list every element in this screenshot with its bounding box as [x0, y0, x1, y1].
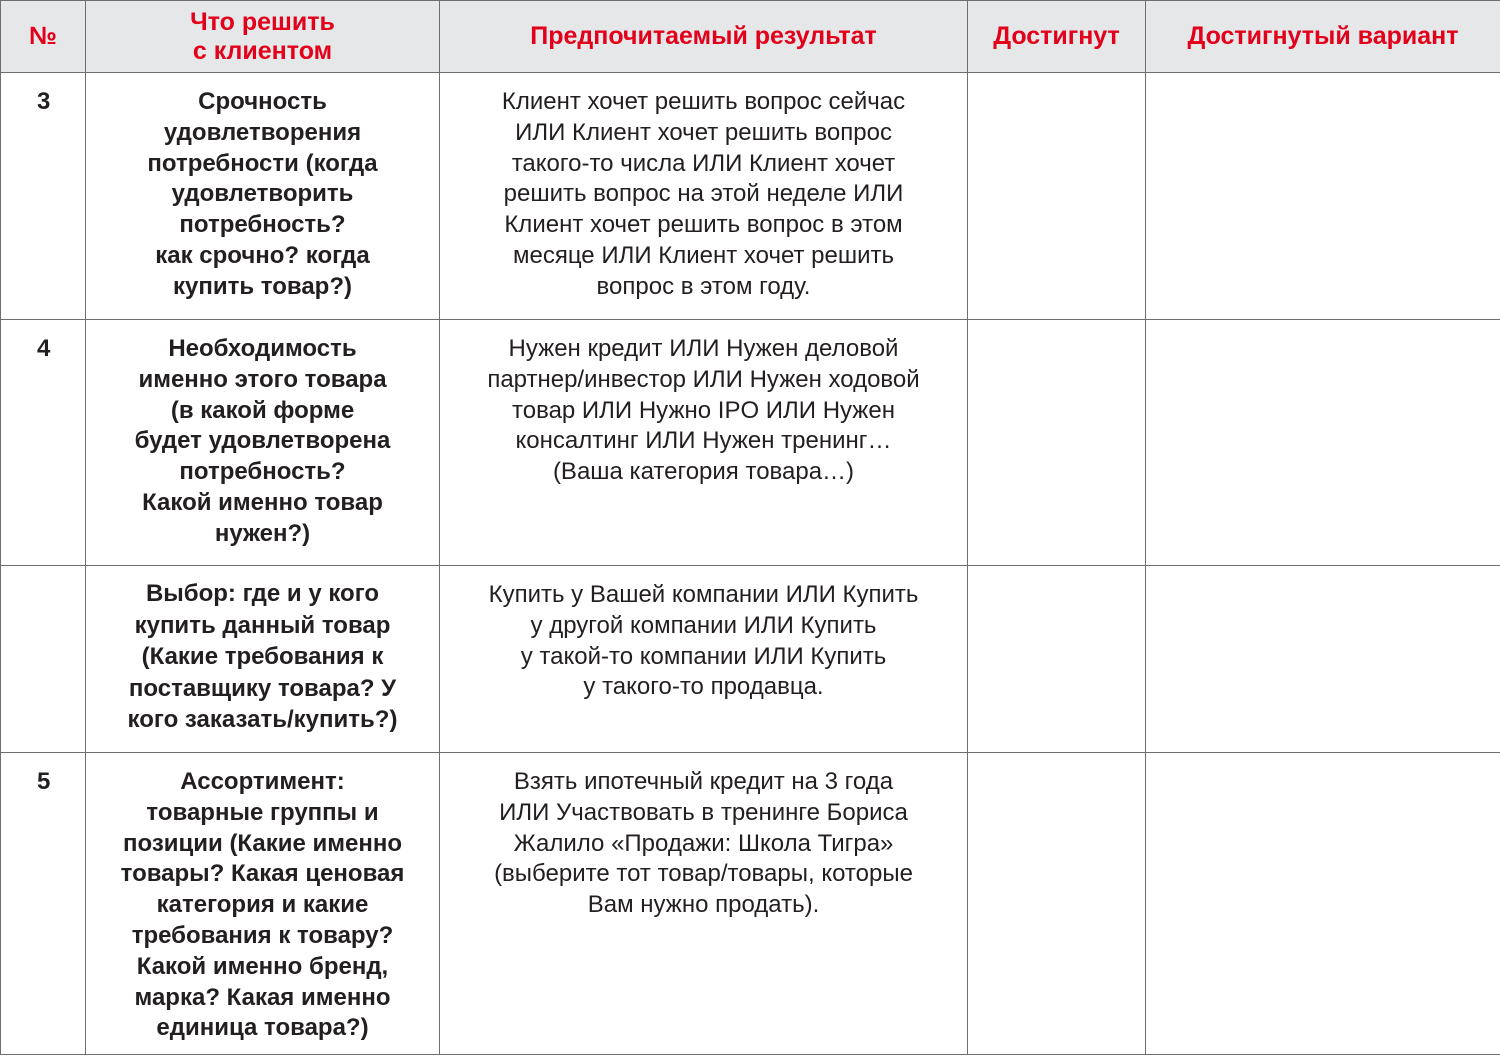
table-row	[1, 753, 1500, 1055]
row-achieved-variant-cell	[1146, 753, 1500, 1055]
row-number: 4	[1, 320, 86, 566]
row-achieved-variant-cell	[1146, 566, 1500, 753]
row-number: 3	[1, 73, 86, 320]
row-achieved-cell	[968, 566, 1146, 753]
row-topic: Ассортимент: товарные группы и позиции (Какие именно товары? Какая ценовая категория и какие требования к товару? Какой именно бренд, марка? Какая именно единица товара?)	[86, 753, 440, 1055]
row-preferred-result: Взять ипотечный кредит на 3 года ИЛИ Участвовать в тренинге Бориса Жалило «Продажи: Школа Тигра» (выберите тот товар/товары, которые Вам нужно продать).	[440, 753, 968, 1055]
header-row	[1, 1, 1500, 73]
row-achieved-cell	[968, 753, 1146, 1055]
table-row	[1, 320, 1500, 566]
row-preferred-result: Нужен кредит ИЛИ Нужен деловой партнер/инвестор ИЛИ Нужен ходовой товар ИЛИ Нужно IPO ИЛИ Нужен консалтинг ИЛИ Нужен тренинг… (Ваша категория товара…)	[440, 320, 968, 566]
header-preferred-result: Предпочитаемый результат	[440, 1, 968, 73]
row-achieved-cell	[968, 73, 1146, 320]
table-row	[1, 73, 1500, 320]
row-topic: Срочность удовлетворения потребности (когда удовлетворить потребность? как срочно? когда купить товар?)	[86, 73, 440, 320]
row-number: 5	[1, 753, 86, 1055]
table-row	[1, 566, 1500, 753]
row-achieved-cell	[968, 320, 1146, 566]
header-achieved: Достигнут	[968, 1, 1146, 73]
header-achieved-variant: Достигнутый вариант	[1146, 1, 1500, 73]
row-preferred-result: Клиент хочет решить вопрос сейчас ИЛИ Клиент хочет решить вопрос такого-то числа ИЛИ Клиент хочет решить вопрос на этой неделе ИЛИ Клиент хочет решить вопрос в этом месяце ИЛИ Клиент хочет решить вопрос в этом году.	[440, 73, 968, 320]
row-achieved-variant-cell	[1146, 320, 1500, 566]
header-what-to-decide: Что решить с клиентом	[86, 1, 440, 73]
header-num: №	[1, 1, 86, 73]
row-topic: Необходимость именно этого товара (в какой форме будет удовлетворена потребность? Какой именно товар нужен?)	[86, 320, 440, 566]
row-preferred-result: Купить у Вашей компании ИЛИ Купить у другой компании ИЛИ Купить у такой-то компании ИЛИ Купить у такого-то продавца.	[440, 566, 968, 753]
row-topic: Выбор: где и у кого купить данный товар (Какие требования к поставщику товара? У кого заказать/купить?)	[86, 566, 440, 753]
row-achieved-variant-cell	[1146, 73, 1500, 320]
row-number	[1, 566, 86, 753]
